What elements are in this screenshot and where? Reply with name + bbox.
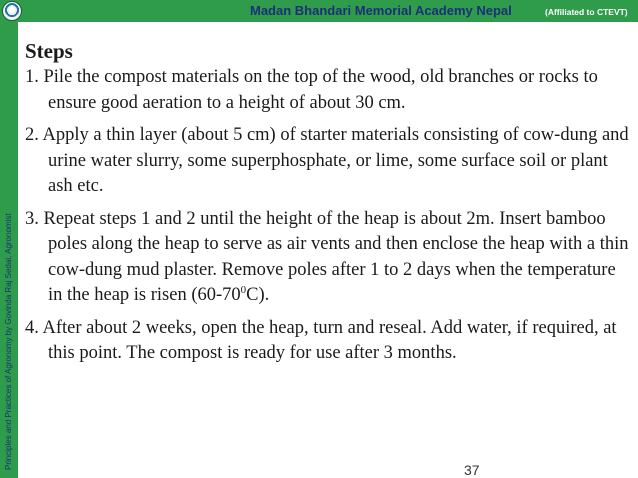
step-text-tail: C). (246, 285, 270, 305)
steps-list (25, 65, 633, 367)
step-item-2 (25, 123, 633, 200)
step-item-1 (25, 65, 633, 116)
sidebar-author-text: Principles and Practices of Agronomy by Govinda Raj Sedai, Agronomist (4, 213, 13, 470)
step-text: 2. Apply a thin layer (about 5 cm) of starter materials consisting of cow-dung and urine water slurry, some superphosphate, or lime, some surface soil or plant ash etc. (25, 125, 629, 196)
page-number: 37 (464, 462, 480, 478)
academy-logo-icon (2, 1, 22, 21)
step-item-3 (25, 207, 633, 309)
institution-name: Madan Bhandari Memorial Academy Nepal (250, 3, 512, 18)
sidebar-bar (0, 22, 18, 478)
step-text: 3. Repeat steps 1 and 2 until the height of the heap is about 2m. Insert bamboo poles along the heap to serve as air vents and then enclose the heap with a thin cow-dung mud plaster. Remove poles after 1 to 2 days when the temperature in the heap is risen (60-70 (25, 208, 629, 305)
step-text: 1. Pile the compost materials on the top of the wood, old branches or rocks to ensure good aeration to a height of about 30 cm. (25, 67, 598, 113)
step-text: 4. After about 2 weeks, open the heap, turn and reseal. Add water, if required, at this point. The compost is ready for use after 3 months. (25, 317, 617, 363)
step-item-4 (25, 316, 633, 367)
header-bar (0, 0, 638, 22)
slide-title: Steps (25, 39, 73, 63)
degree-superscript: 0 (240, 283, 247, 296)
slide-content (25, 37, 633, 374)
affiliation-label: (Affiliated to CTEVT) (545, 7, 628, 17)
